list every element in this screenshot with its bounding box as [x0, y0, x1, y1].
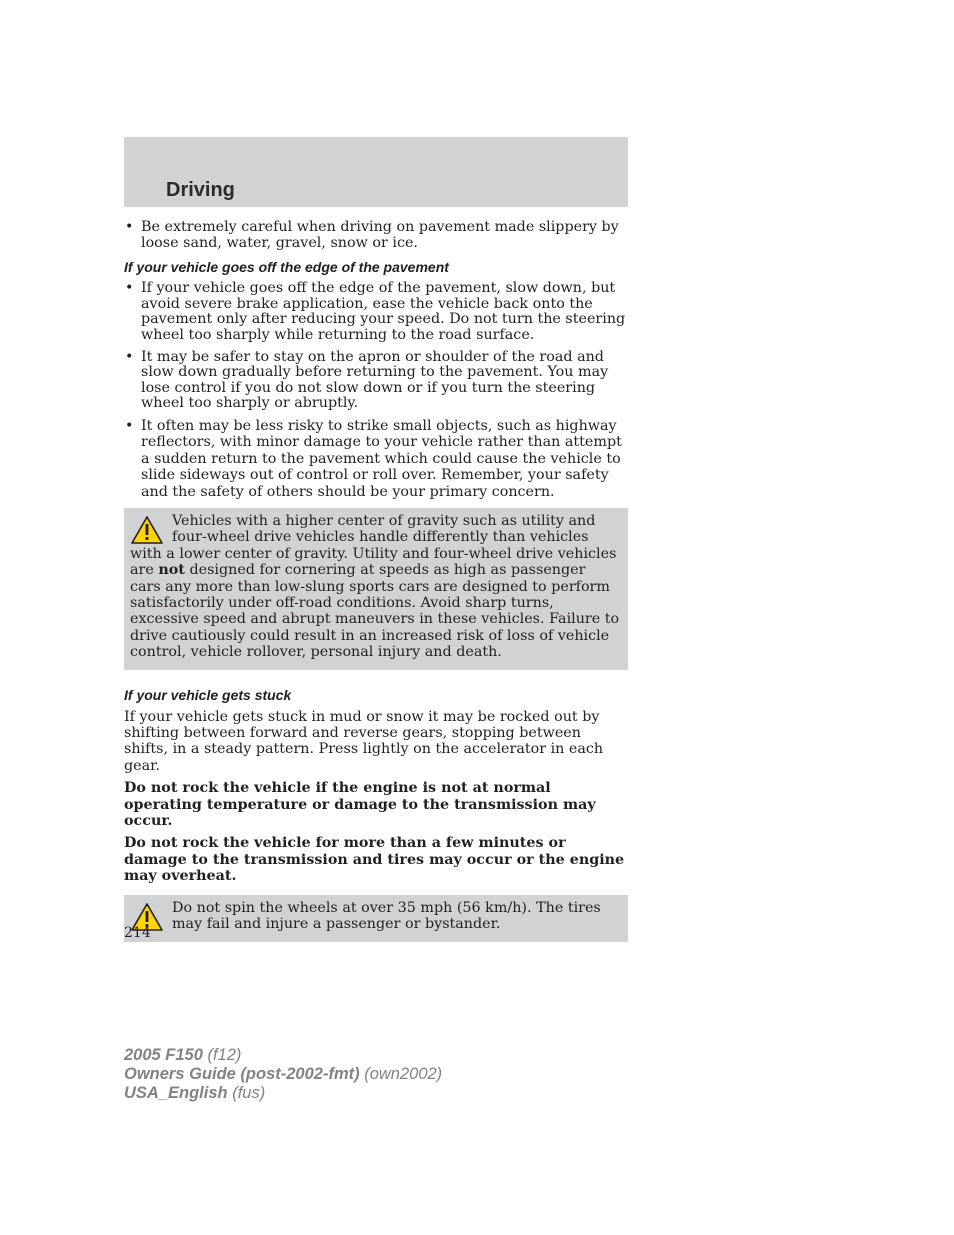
warning-box-center-of-gravity [124, 508, 628, 670]
bullet-marker: • [125, 417, 134, 434]
page-content [124, 220, 628, 942]
footer-line [124, 1065, 442, 1084]
page-number: 214 [124, 925, 151, 941]
stuck-heading: If your vehicle gets stuck [124, 686, 292, 703]
warning-text-part: designed for cornering at speeds as high as passenger cars any more than low-slung sports cars are designed to perform satisfactorily under off-road conditions. Avoid sharp turns, excessive speed and abrupt maneuvers in these vehicles. Failure to drive cautiously could result in an increased risk of loss of vehicle control, vehicle rollover, personal injury and death. [130, 562, 620, 661]
footer-language-code: (fus) [227, 1084, 266, 1102]
list-item [124, 350, 628, 412]
footer-line [124, 1084, 442, 1103]
document-footer [124, 1046, 442, 1103]
bullet-text: If your vehicle goes off the edge of the pavement, slow down, but avoid severe brake application, ease the vehicle back onto the pavement only after reducing your speed. Do not turn the steering wheel too sharply while returning to the road surface. [141, 280, 626, 343]
bullet-text: It may be safer to stay on the apron or shoulder of the road and slow down gradually before returning to the pavement. You may lose control if you do not slow down or if you turn the steering wheel too sharply or abruptly. [141, 348, 609, 412]
warning-text [130, 513, 620, 661]
warning-box-wheel-spin [124, 895, 628, 942]
warning-text: Do not spin the wheels at over 35 mph (56 km/h). The tires may fail and injure a passenger or bystander. [172, 899, 601, 933]
bullet-text: It often may be less risky to strike small objects, such as highway reflectors, with minor damage to your vehicle rather than attempt a sudden return to the pavement which could cause the vehicle to slide sideways out of control or roll over. Remember, your safety and the safety of others should be your primary concern. [141, 417, 622, 500]
bullet-marker: • [125, 219, 134, 235]
footer-language: USA_English [124, 1084, 228, 1102]
section-header-band [124, 137, 628, 207]
warning-triangle-icon [130, 515, 164, 545]
footer-model-code: (f12) [202, 1046, 242, 1064]
list-item [124, 281, 628, 343]
footer-model: 2005 F150 [124, 1046, 203, 1064]
warning-emphasis: not [158, 562, 185, 579]
stuck-warning-paragraph: Do not rock the vehicle if the engine is not at normal operating temperature or damage to the transmission may occur. [124, 780, 596, 830]
bullet-marker: • [125, 280, 134, 297]
bullet-marker: • [125, 348, 134, 365]
stuck-warning-paragraph: Do not rock the vehicle for more than a few minutes or damage to the transmission and tires may occur or the engine may overheat. [124, 835, 625, 885]
footer-line [124, 1046, 442, 1065]
stuck-paragraph: If your vehicle gets stuck in mud or snow it may be rocked out by shifting between forward and reverse gears, stopping between shifts, in a steady pattern. Press lightly on the accelerator in each gear. [124, 708, 604, 774]
list-item [124, 418, 628, 500]
footer-guide-code: (own2002) [359, 1065, 443, 1083]
bullet-text: Be extremely careful when driving on pavement made slippery by loose sand, water, gravel, snow or ice. [141, 219, 619, 251]
pavement-heading: If your vehicle goes off the edge of the pavement [124, 259, 449, 276]
footer-guide: Owners Guide (post-2002-fmt) [124, 1065, 360, 1083]
section-title: Driving [166, 179, 235, 201]
list-item [124, 220, 628, 251]
warning-text-part: Vehicles with a higher center of gravity such as utility and four-wheel drive vehicles handle differently than vehicles with a lower center of gravity. Utility and four-wheel drive vehicles are [130, 512, 617, 579]
